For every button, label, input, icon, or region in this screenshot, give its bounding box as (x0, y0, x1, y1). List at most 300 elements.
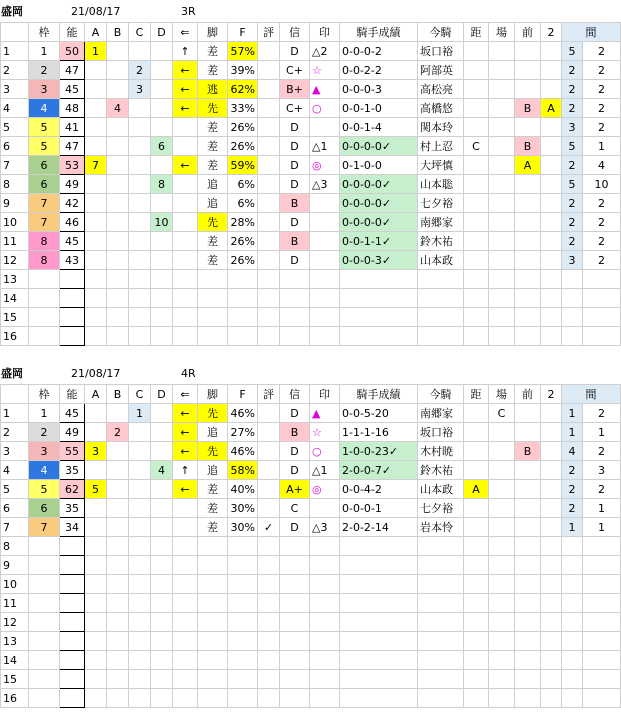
mark-cell (310, 327, 340, 346)
column-header (1, 23, 29, 42)
row-number: 8 (1, 537, 29, 556)
jockey-record-cell (340, 289, 418, 308)
table-row (1, 194, 621, 213)
jockey-cell: 坂口裕 (418, 423, 464, 442)
row-number: 4 (1, 461, 29, 480)
col-a-cell (85, 118, 107, 137)
col-c-cell (129, 289, 151, 308)
prev-cell: B (515, 442, 541, 461)
prev-cell (515, 232, 541, 251)
eval-cell (258, 689, 280, 708)
row-number: 7 (1, 156, 29, 175)
eval-cell (258, 480, 280, 499)
col-d-cell: 8 (151, 175, 173, 194)
mark-cell (310, 289, 340, 308)
col-2-cell (541, 61, 562, 80)
waku-cell (29, 575, 60, 594)
col-a-cell (85, 423, 107, 442)
table-row (1, 118, 621, 137)
jockey-record-cell: 1-0-0-23✓ (340, 442, 418, 461)
course-cell (489, 61, 515, 80)
jockey-record-cell (340, 632, 418, 651)
waku-cell: 5 (29, 118, 60, 137)
eval-cell (258, 99, 280, 118)
jockey-record-cell: 0-0-1-0 (340, 99, 418, 118)
row-number: 10 (1, 575, 29, 594)
waku-cell: 7 (29, 518, 60, 537)
mark-cell: ☆ (310, 423, 340, 442)
waku-cell: 8 (29, 232, 60, 251)
col-b-cell (107, 213, 129, 232)
col-b-cell (107, 251, 129, 270)
running-style-cell: 差 (198, 251, 228, 270)
ability-cell: 53 (60, 156, 85, 175)
mark-cell (310, 537, 340, 556)
f-rate-cell (228, 651, 258, 670)
jockey-record-cell: 2-0-2-14 (340, 518, 418, 537)
jockey-record-cell: 0-0-0-0✓ (340, 137, 418, 156)
trust-cell: C (280, 499, 310, 518)
trust-cell (280, 537, 310, 556)
trust-cell: D (280, 118, 310, 137)
col-d-cell (151, 423, 173, 442)
col-a-cell (85, 61, 107, 80)
column-header: 印 (310, 23, 340, 42)
interval-1-cell (562, 327, 583, 346)
jockey-record-cell (340, 327, 418, 346)
col-b-cell (107, 689, 129, 708)
column-header: D (151, 23, 173, 42)
col-d-cell: 4 (151, 461, 173, 480)
ability-cell (60, 651, 85, 670)
column-header: F (228, 385, 258, 404)
row-number: 6 (1, 137, 29, 156)
col-c-cell (129, 689, 151, 708)
course-cell (489, 499, 515, 518)
jockey-cell: 木村暁 (418, 442, 464, 461)
col-b-cell (107, 556, 129, 575)
f-rate-cell: 26% (228, 118, 258, 137)
waku-cell: 5 (29, 480, 60, 499)
distance-cell (464, 194, 489, 213)
running-style-cell (198, 289, 228, 308)
table-row (1, 156, 621, 175)
jockey-record-cell (340, 575, 418, 594)
jockey-record-cell (340, 308, 418, 327)
col-b-cell (107, 404, 129, 423)
interval-1-cell (562, 670, 583, 689)
row-number: 15 (1, 670, 29, 689)
table-row (1, 289, 621, 308)
race-number-label: 3R (181, 5, 196, 18)
col-d-cell (151, 632, 173, 651)
col-a-cell: 1 (85, 42, 107, 61)
waku-cell (29, 556, 60, 575)
waku-cell: 5 (29, 137, 60, 156)
waku-cell (29, 632, 60, 651)
table-row (1, 99, 621, 118)
interval-2-cell: 1 (583, 518, 621, 537)
table-row (1, 423, 621, 442)
column-header: 騎手成績 (340, 23, 418, 42)
interval-1-cell (562, 594, 583, 613)
course-cell (489, 651, 515, 670)
col-a-cell (85, 99, 107, 118)
interval-1-cell: 2 (562, 194, 583, 213)
col-a-cell (85, 308, 107, 327)
row-number: 12 (1, 251, 29, 270)
col-b-cell (107, 156, 129, 175)
col-b-cell (107, 670, 129, 689)
interval-1-cell: 4 (562, 442, 583, 461)
arrow-cell (173, 537, 198, 556)
distance-cell (464, 556, 489, 575)
course-cell (489, 613, 515, 632)
prev-cell (515, 556, 541, 575)
col-a-cell (85, 518, 107, 537)
prev-cell: B (515, 99, 541, 118)
col-c-cell (129, 670, 151, 689)
col-a-cell: 7 (85, 156, 107, 175)
course-cell (489, 480, 515, 499)
course-cell (489, 175, 515, 194)
col-a-cell (85, 251, 107, 270)
f-rate-cell: 39% (228, 61, 258, 80)
col-d-cell: 10 (151, 213, 173, 232)
running-style-cell (198, 327, 228, 346)
col-a-cell (85, 289, 107, 308)
column-header: A (85, 23, 107, 42)
trust-cell (280, 289, 310, 308)
col-b-cell (107, 537, 129, 556)
f-rate-cell: 33% (228, 99, 258, 118)
trust-cell (280, 327, 310, 346)
jockey-cell (418, 308, 464, 327)
interval-2-cell (583, 556, 621, 575)
prev-cell (515, 213, 541, 232)
running-style-cell (198, 308, 228, 327)
distance-cell (464, 518, 489, 537)
jockey-record-cell: 0-0-0-3✓ (340, 251, 418, 270)
jockey-cell: 村上忍 (418, 137, 464, 156)
course-cell (489, 461, 515, 480)
col-b-cell (107, 194, 129, 213)
jockey-cell: 鈴木祐 (418, 232, 464, 251)
column-header: 能 (60, 23, 85, 42)
running-style-cell: 逃 (198, 80, 228, 99)
eval-cell (258, 537, 280, 556)
course-cell (489, 137, 515, 156)
jockey-cell: 南郷家 (418, 404, 464, 423)
eval-cell (258, 613, 280, 632)
distance-cell (464, 251, 489, 270)
col-c-cell (129, 423, 151, 442)
jockey-cell: 七夕裕 (418, 499, 464, 518)
col-c-cell (129, 651, 151, 670)
course-cell (489, 537, 515, 556)
column-header: D (151, 385, 173, 404)
ability-cell: 35 (60, 499, 85, 518)
f-rate-cell (228, 537, 258, 556)
col-a-cell (85, 137, 107, 156)
arrow-cell: ↑ (173, 42, 198, 61)
waku-cell (29, 594, 60, 613)
trust-cell: B (280, 232, 310, 251)
interval-1-cell (562, 556, 583, 575)
column-header: C (129, 385, 151, 404)
waku-cell: 3 (29, 80, 60, 99)
eval-cell (258, 499, 280, 518)
table-row (1, 594, 621, 613)
f-rate-cell: 6% (228, 175, 258, 194)
arrow-cell: ← (173, 404, 198, 423)
col-d-cell (151, 575, 173, 594)
interval-2-cell: 1 (583, 137, 621, 156)
header-row (1, 23, 621, 42)
col-a-cell (85, 80, 107, 99)
col-c-cell (129, 499, 151, 518)
ability-cell: 35 (60, 461, 85, 480)
waku-cell: 3 (29, 442, 60, 461)
col-b-cell (107, 61, 129, 80)
jockey-cell (418, 594, 464, 613)
col-2-cell (541, 518, 562, 537)
prev-cell (515, 670, 541, 689)
interval-1-cell: 2 (562, 232, 583, 251)
col-d-cell (151, 80, 173, 99)
distance-cell (464, 499, 489, 518)
ability-cell (60, 270, 85, 289)
mark-cell: △3 (310, 518, 340, 537)
row-number: 13 (1, 270, 29, 289)
f-rate-cell: 6% (228, 194, 258, 213)
trust-cell: D (280, 442, 310, 461)
prev-cell (515, 270, 541, 289)
jockey-record-cell: 0-0-5-20 (340, 404, 418, 423)
column-header: B (107, 23, 129, 42)
col-b-cell (107, 499, 129, 518)
mark-cell (310, 232, 340, 251)
row-number: 14 (1, 651, 29, 670)
jockey-cell (418, 575, 464, 594)
col-2-cell (541, 480, 562, 499)
eval-cell (258, 251, 280, 270)
column-header: F (228, 23, 258, 42)
prev-cell (515, 423, 541, 442)
distance-cell (464, 308, 489, 327)
course-cell (489, 518, 515, 537)
col-b-cell (107, 613, 129, 632)
mark-cell (310, 251, 340, 270)
interval-2-cell: 2 (583, 80, 621, 99)
row-number: 6 (1, 499, 29, 518)
table-row (1, 537, 621, 556)
mark-cell (310, 270, 340, 289)
row-number: 11 (1, 232, 29, 251)
waku-cell: 7 (29, 194, 60, 213)
col-a-cell (85, 537, 107, 556)
table-row (1, 632, 621, 651)
waku-cell: 4 (29, 99, 60, 118)
col-d-cell: 6 (151, 137, 173, 156)
col-c-cell (129, 537, 151, 556)
column-header: 印 (310, 385, 340, 404)
distance-cell (464, 689, 489, 708)
row-number: 9 (1, 194, 29, 213)
table-row (1, 137, 621, 156)
running-style-cell: 追 (198, 461, 228, 480)
col-2-cell (541, 670, 562, 689)
col-b-cell (107, 480, 129, 499)
prev-cell (515, 613, 541, 632)
jockey-record-cell: 0-0-0-0✓ (340, 175, 418, 194)
running-style-cell: 差 (198, 156, 228, 175)
col-b-cell (107, 270, 129, 289)
distance-cell (464, 232, 489, 251)
column-header: 距 (464, 385, 489, 404)
ability-cell (60, 670, 85, 689)
col-b-cell (107, 232, 129, 251)
arrow-cell (173, 213, 198, 232)
trust-cell (280, 575, 310, 594)
mark-cell: ☆ (310, 61, 340, 80)
col-c-cell (129, 575, 151, 594)
column-header: 今騎 (418, 23, 464, 42)
table-row (1, 61, 621, 80)
prev-cell (515, 118, 541, 137)
col-c-cell (129, 632, 151, 651)
col-a-cell: 3 (85, 442, 107, 461)
interval-1-cell: 2 (562, 156, 583, 175)
interval-1-cell: 2 (562, 480, 583, 499)
course-cell (489, 575, 515, 594)
interval-2-cell: 1 (583, 423, 621, 442)
prev-cell (515, 594, 541, 613)
column-header: 今騎 (418, 385, 464, 404)
ability-cell: 47 (60, 61, 85, 80)
table-row (1, 518, 621, 537)
waku-cell: 8 (29, 251, 60, 270)
prev-cell (515, 537, 541, 556)
ability-cell (60, 327, 85, 346)
trust-cell (280, 270, 310, 289)
arrow-cell (173, 308, 198, 327)
running-style-cell: 先 (198, 442, 228, 461)
venue-label: 盛岡 (1, 5, 23, 18)
course-cell (489, 689, 515, 708)
prev-cell (515, 80, 541, 99)
col-d-cell (151, 404, 173, 423)
interval-1-cell: 3 (562, 118, 583, 137)
col-a-cell (85, 499, 107, 518)
col-a-cell (85, 194, 107, 213)
trust-cell (280, 594, 310, 613)
interval-1-cell (562, 270, 583, 289)
col-a-cell (85, 232, 107, 251)
eval-cell (258, 232, 280, 251)
distance-cell (464, 80, 489, 99)
trust-cell: B+ (280, 80, 310, 99)
column-header: 2 (541, 23, 562, 42)
table-row (1, 689, 621, 708)
running-style-cell (198, 632, 228, 651)
eval-cell (258, 442, 280, 461)
trust-cell: D (280, 156, 310, 175)
column-header: 2 (541, 385, 562, 404)
jockey-record-cell: 0-0-2-2 (340, 61, 418, 80)
table-row (1, 175, 621, 194)
mark-cell: ○ (310, 99, 340, 118)
arrow-cell: ← (173, 99, 198, 118)
running-style-cell (198, 270, 228, 289)
eval-cell (258, 213, 280, 232)
jockey-cell: 坂口裕 (418, 42, 464, 61)
trust-cell: D (280, 175, 310, 194)
arrow-cell (173, 556, 198, 575)
f-rate-cell (228, 270, 258, 289)
ability-cell: 45 (60, 232, 85, 251)
col-2-cell (541, 404, 562, 423)
table-row (1, 404, 621, 423)
eval-cell (258, 175, 280, 194)
ability-cell (60, 289, 85, 308)
mark-cell: ◎ (310, 480, 340, 499)
f-rate-cell (228, 575, 258, 594)
mark-cell (310, 594, 340, 613)
jockey-cell (418, 270, 464, 289)
waku-cell (29, 651, 60, 670)
distance-cell (464, 461, 489, 480)
interval-1-cell: 5 (562, 42, 583, 61)
col-2-cell (541, 118, 562, 137)
jockey-cell: 関本玲 (418, 118, 464, 137)
eval-cell (258, 632, 280, 651)
distance-cell (464, 213, 489, 232)
jockey-record-cell: 0-0-0-2 (340, 42, 418, 61)
column-header: 間 (562, 385, 621, 404)
eval-cell (258, 651, 280, 670)
col-d-cell (151, 556, 173, 575)
running-style-cell (198, 537, 228, 556)
jockey-record-cell (340, 651, 418, 670)
column-header: 場 (489, 23, 515, 42)
ability-cell (60, 613, 85, 632)
arrow-cell (173, 651, 198, 670)
waku-cell: 2 (29, 423, 60, 442)
col-c-cell (129, 194, 151, 213)
col-c-cell (129, 613, 151, 632)
col-b-cell (107, 42, 129, 61)
table-row (1, 651, 621, 670)
jockey-cell (418, 327, 464, 346)
f-rate-cell: 26% (228, 251, 258, 270)
interval-1-cell (562, 575, 583, 594)
course-cell (489, 270, 515, 289)
course-cell (489, 594, 515, 613)
column-header: 脚 (198, 385, 228, 404)
running-style-cell: 差 (198, 61, 228, 80)
prev-cell (515, 575, 541, 594)
row-number: 3 (1, 442, 29, 461)
jockey-record-cell: 0-0-0-0✓ (340, 213, 418, 232)
col-2-cell (541, 632, 562, 651)
waku-cell: 6 (29, 156, 60, 175)
column-header: 脚 (198, 23, 228, 42)
f-rate-cell: 30% (228, 499, 258, 518)
arrow-cell (173, 689, 198, 708)
col-2-cell (541, 499, 562, 518)
arrow-cell: ↑ (173, 461, 198, 480)
